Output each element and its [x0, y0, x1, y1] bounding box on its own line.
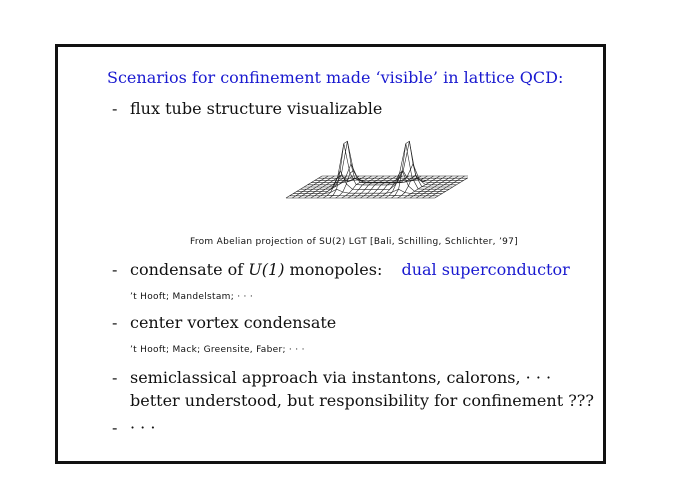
bullet-text-prefix: condensate of	[130, 260, 244, 279]
mesh-row-line	[308, 164, 457, 185]
bullet-dash: -	[112, 99, 118, 118]
math-u1: U(1)	[248, 260, 285, 279]
bullet-text: flux tube structure visualizable	[130, 99, 383, 118]
bullet-center-vortex	[112, 313, 336, 332]
vortex-references: ’t Hooft; Mack; Greensite, Faber; · · ·	[130, 345, 305, 355]
bullet-flux-tube	[112, 99, 382, 118]
bullet-text: semiclassical approach via instantons, calorons, · · ·	[130, 368, 552, 387]
bullet-dash: -	[112, 418, 118, 437]
bullet-text: center vortex condensate	[130, 313, 337, 332]
figure-caption: From Abelian projection of SU(2) LGT [Bali, Schilling, Schlichter, ’97]	[190, 237, 518, 247]
bullet-monopoles	[112, 260, 570, 279]
flux-tube-surface-plot	[278, 138, 468, 208]
bullet-dash: -	[112, 313, 118, 332]
monopole-references: ’t Hooft; Mandelstam; · · ·	[130, 292, 253, 302]
dual-superconductor-label: dual superconductor	[401, 260, 570, 279]
slide-title: Scenarios for confinement made ‘visible’ in lattice QCD:	[107, 68, 564, 87]
bullet-semiclassical	[112, 368, 551, 387]
bullet-dash: -	[112, 260, 118, 279]
bullet-text: · · ·	[130, 418, 156, 437]
mesh-column-line	[391, 141, 427, 198]
bullet-ellipsis	[112, 418, 155, 437]
bullet-dash: -	[112, 368, 118, 387]
semiclassical-continuation: better understood, but responsibility for confinement ???	[130, 391, 594, 410]
bullet-text-suffix: monopoles:	[289, 260, 383, 279]
mesh-row-line	[297, 171, 446, 192]
